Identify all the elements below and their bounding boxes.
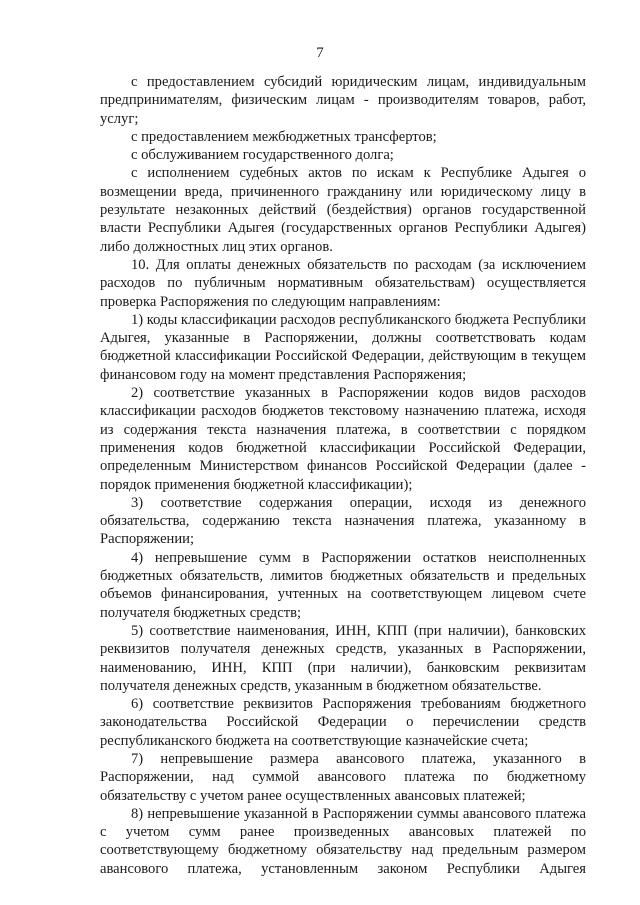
document-body: [100, 73, 586, 878]
page-number: 7: [316, 45, 324, 61]
paragraph-check-7: 7) непревышение размера авансового платежа, указанного в Распоряжении, над суммой авансового платежа по бюджетному обязательству с учетом ранее осуществленных авансовых платежей;: [100, 750, 586, 804]
paragraph-check-8: 8) непревышение указанной в Распоряжении суммы авансового платежа с учетом сумм ранее произведенных авансовых платежей по соответствующему бюджетному обязательству над предельным размером авансового платежа, установленным законом Республики Адыгея: [100, 805, 586, 877]
paragraph-check-6: 6) соответствие реквизитов Распоряжения требованиям бюджетного законодательства Российской Федерации о перечислении средств республиканского бюджета на соответствующие казначейские счета;: [100, 696, 586, 749]
paragraph-subsidies: с предоставлением субсидий юридическим лицам, индивидуальным предпринимателям, физическим лицам - производителям товаров, работ, услуг;: [100, 74, 586, 127]
paragraph-check-5: 5) соответствие наименования, ИНН, КПП (при наличии), банковских реквизитов получателя денежных средств, указанных в Распоряжении, наименованию, ИНН, КПП (при наличии), банковским реквизитам получателя денежных средств, указанным в бюджетном обязательстве.: [100, 622, 586, 694]
paragraph-court-acts: с исполнением судебных актов по искам к Республике Адыгея о возмещении вреда, причиненного гражданину или юридическому лицу в результате незаконных действий (бездействия) органов государственной власти Республики Адыгея (государственных органов Республики Адыгея) либо должностных лиц этих органов.: [100, 165, 586, 255]
paragraph-check-3: 3) соответствие содержания операции, исходя из денежного обязательства, содержанию текста назначения платежа, указанному в Распоряжении;: [100, 494, 586, 548]
paragraph-check-2: 2) соответствие указанных в Распоряжении кодов видов расходов классификации расходов бюджетов текстовому назначению платежа, исходя из содержания текста назначения платежа, в соответствии с порядком применения кодов бюджетной классификации Российской Федерации, определенным Министерством финансов Российской Федерации (далее - порядок применения бюджетной классификации);: [100, 385, 586, 493]
paragraph-item-10: 10. Для оплаты денежных обязательств по расходам (за исключением расходов по публичным нормативным обязательствам) осуществляется проверка Распоряжения по следующим направлениям:: [100, 256, 586, 310]
paragraph-debt-service: с обслуживанием государственного долга;: [131, 147, 394, 164]
paragraph-check-1: 1) коды классификации расходов республиканского бюджета Республики Адыгея, указанные в Распоряжении, должны соответствовать кодам бюджетной классификации Российской Федерации, действующим в текущем финансовом году на момент представления Распоряжения;: [100, 311, 586, 383]
paragraph-transfers: с предоставлением межбюджетных трансфертов;: [131, 128, 437, 145]
paragraph-check-4: 4) непревышение сумм в Распоряжении остатков неисполненных бюджетных обязательств, лимитов бюджетных обязательств и предельных объемов финансирования, учтенных на соответствующем лицевом счете получателя бюджетных средств;: [100, 549, 586, 621]
